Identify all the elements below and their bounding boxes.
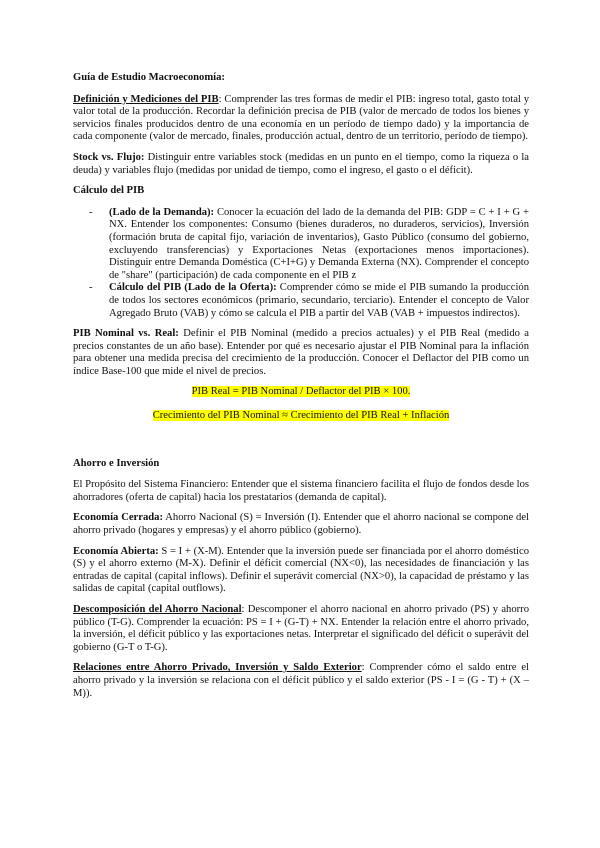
paragraph-stock-flujo <box>73 152 529 177</box>
paragraph-nominal-real <box>73 328 529 378</box>
text-pib-definition: : Comprender las tres formas de medir el PIB: ingreso total, gasto total y valor total de la producción. Recordar la definición precisa de PIB (valor de mercado de todos los bienes y servicios finales producidos dentro de una economía en un período de tiempo dado) y la importancia de cada componente (valor de mercado, finales, producción actual, dentro de un territorio, período de tiempo). <box>73 93 529 143</box>
text-stock-flujo: Distinguir entre variables stock (medidas en un punto en el tiempo, como la riqueza o la deuda) y variables flujo (medidas por unidad de tiempo, como el ingreso, el gasto o el déficit). <box>73 151 529 176</box>
heading-stock-flujo: Stock vs. Flujo: <box>73 151 145 163</box>
text-oferta: Comprender cómo se mide el PIB sumando la producción de todos los sectores económicos (primario, secundario, terciario). Entender el concepto de Valor Agregado Bruto (VAB) y cómo se calcula el PIB a partir del VAB (VAB + impuestos indirectos). <box>109 282 529 319</box>
calculo-list <box>73 207 529 320</box>
text-economia-abierta: S = I + (X-M). Entender que la inversión puede ser financiada por el ahorro doméstico (S) y el ahorro externo (M-X). Definir el déficit comercial (NX<0), las necesidades de financiación y las entradas de capital (capital inflows). Definir el superávit comercial (NX>0), la capacidad de préstamo y las salidas de capital (capital outflows). <box>73 545 529 595</box>
paragraph-pib-definition <box>73 94 529 144</box>
text-relaciones: : Comprender cómo el saldo entre el ahorro privado y la inversión se relaciona con el déficit público y el saldo exterior (PS - I = (G - T) + (X – M)). <box>73 662 529 699</box>
formula-pib-real-text: PIB Real = PIB Nominal / Deflactor del PIB × 100. <box>191 386 411 398</box>
paragraph-sistema-financiero: El Propósito del Sistema Financiero: Entender que el sistema financiero facilita el flujo de fondos desde los ahorradores (oferta de capital) hacia los prestatarios (demanda de capital). <box>73 479 529 503</box>
heading-nominal-real: PIB Nominal vs. Real: <box>73 328 179 340</box>
section-heading-ahorro: Ahorro e Inversión <box>73 457 160 469</box>
heading-economia-abierta: Economía Abierta: <box>73 545 159 557</box>
heading-pib-definition: Definición y Mediciones del PIB <box>73 93 219 105</box>
heading-descomposicion: Descomposición del Ahorro Nacional <box>73 604 242 615</box>
list-item-demanda <box>73 207 529 283</box>
dash-bullet: - <box>89 282 93 294</box>
paragraph-relaciones <box>73 662 529 700</box>
heading-oferta: Cálculo del PIB (Lado de la Oferta): <box>109 282 277 294</box>
formula-crecimiento-text: Crecimiento del PIB Nominal ≈ Crecimiento del PIB Real + Inflación <box>152 410 450 422</box>
heading-relaciones: Relaciones entre Ahorro Privado, Inversión y Saldo Exterior <box>73 662 362 674</box>
blank-space <box>73 434 529 458</box>
text-descomposicion: : Descomponer el ahorro nacional en ahorro privado (PS) y ahorro público (T-G). Comprender la ecuación: PS = I + (G-T) + NX. Entender la relación entre el ahorro privado, la inversión, el déficit público y las exportaciones netas. Interpretar el significado del déficit o superávit del gobierno (G-T o T-G). <box>73 604 530 653</box>
formula-crecimiento <box>73 410 529 423</box>
text-demanda: Conocer la ecuación del lado de la demanda del PIB: GDP = C + I + G + NX. Entender los componentes: Consumo (bienes duraderos, no duraderos, servicios), Inversión (formación bruta de capital fijo, variación de inventarios), Gasto Público (consumo del gobierno, excluyendo transferencias) y Exportaciones Netas (exportaciones menos importaciones). Distinguir entre Demanda Doméstica (C+I+G) y Demanda Externa (NX). Comprender el concepto de "share" (participación) de cada componente en el PIB z <box>109 206 529 281</box>
document-title: Guía de Estudio Macroeconomía: <box>73 72 225 83</box>
text-economia-cerrada: Ahorro Nacional (S) = Inversión (I). Entender que el ahorro nacional se compone del ahorro privado (hogares y empresas) y el ahorro público (gobierno). <box>73 512 529 537</box>
dash-bullet: - <box>89 206 93 218</box>
list-item-oferta <box>73 282 529 320</box>
text-nominal-real: Definir el PIB Nominal (medido a precios actuales) y el PIB Real (medido a precios constantes de un año base). Entender por qué es necesario ajustar el PIB Nominal para la inflación para obtener una medida precisa del crecimiento de la producción. Conocer el Deflactor del PIB como un índice Base-100 que mide el nivel de precios. <box>73 328 529 377</box>
heading-demanda: (Lado de la Demanda): <box>109 206 215 218</box>
heading-economia-cerrada: Economía Cerrada: <box>73 512 163 524</box>
paragraph-economia-abierta <box>73 546 529 596</box>
document-page <box>73 72 529 708</box>
paragraph-economia-cerrada <box>73 512 529 537</box>
formula-pib-real <box>73 386 529 399</box>
section-heading-calculo: Cálculo del PIB <box>73 185 145 197</box>
paragraph-descomposicion <box>73 604 529 654</box>
